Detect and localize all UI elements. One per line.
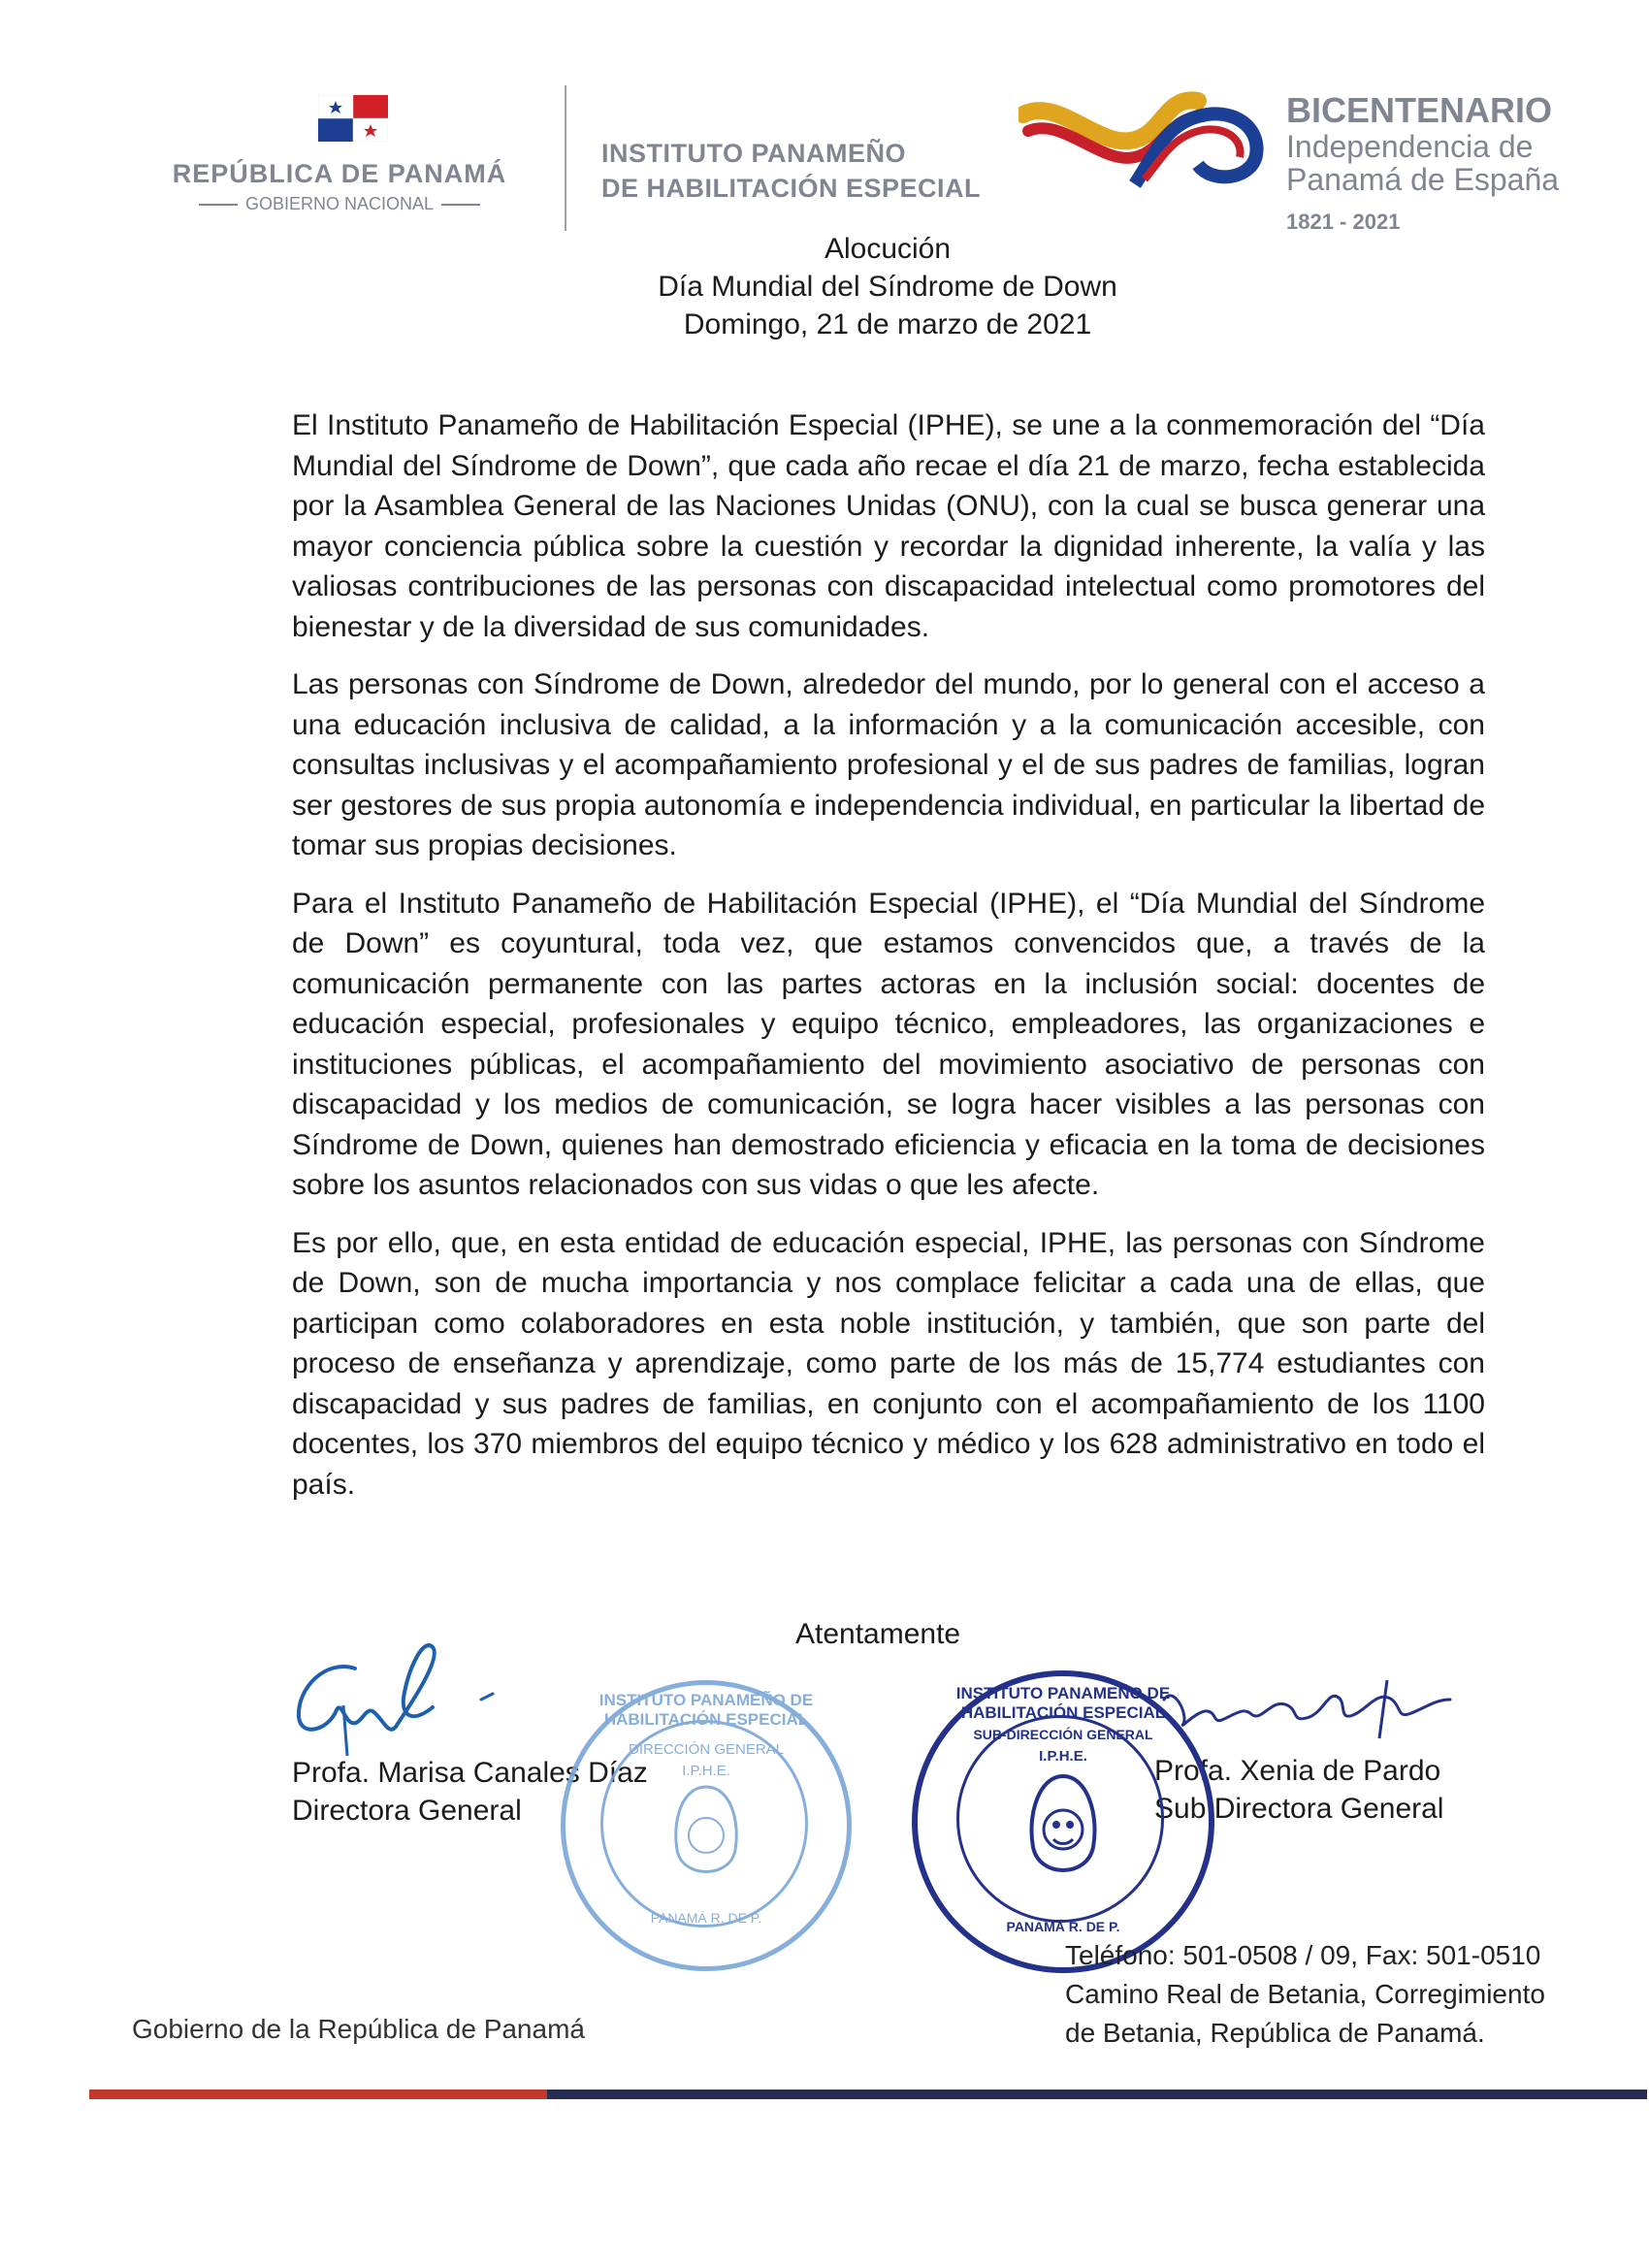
heading-title: Alocución	[824, 233, 952, 265]
paragraph-2: Las personas con Síndrome de Down, alrededor del mundo, por lo general con el acceso a una educación inclusiva de calidad, a la información y a la comunicación accesible, con consultas inclusivas y el acompañamiento profesional y el de sus padres de familias, logran ser gestores de sus propia autonomía e independencia individual, en particular la libertad de tomar sus propias decisiones.	[292, 668, 1485, 861]
heading-event: Día Mundial del Síndrome de Down	[658, 271, 1117, 303]
signature-left-icon	[287, 1639, 520, 1766]
bicentenario-ribbon-icon	[1018, 87, 1271, 194]
signatory-right-name: Profa. Xenia de Pardo	[1154, 1755, 1441, 1787]
footer-government: Gobierno de la República de Panamá	[132, 2014, 585, 2044]
seal-left-bottom-text: PANAMÁ R. DE P.	[650, 1910, 762, 1926]
signatory-right-title: Sub Directora General	[1154, 1793, 1444, 1825]
seal-right-bottom-text: PANAMÁ R. DE P.	[1006, 1919, 1120, 1934]
bicentenario-logo	[1286, 91, 1635, 235]
seal-right-emblem-icon	[1019, 1771, 1107, 1888]
footer-bar-red	[89, 2090, 547, 2099]
footer-bar-navy	[547, 2090, 1647, 2099]
signatory-left-name: Profa. Marisa Canales Díaz	[292, 1757, 648, 1789]
government-subtitle: GOBIERNO NACIONAL	[146, 194, 534, 214]
government-name: REPÚBLICA DE PANAMÁ	[172, 159, 507, 188]
bicentenario-years: 1821 - 2021	[1286, 210, 1401, 234]
seal-left-inner-text: DIRECCIÓN GENERAL	[628, 1741, 785, 1758]
signature-right-icon	[1154, 1670, 1465, 1748]
footer-phone: Teléfono: 501-0508 / 09, Fax: 501-0510	[1065, 1940, 1541, 1970]
heading-date: Domingo, 21 de marzo de 2021	[683, 308, 1092, 340]
bicentenario-line1: Independencia de	[1286, 129, 1534, 164]
government-logo	[146, 95, 534, 221]
seal-left-abbr: I.P.H.E.	[682, 1763, 730, 1779]
paragraph-4: Es por ello, que, en esta entidad de educación especial, IPHE, las personas con Síndrome de Down, son de mucha importancia y nos complace felicitar a cada una de ellas, que participan como colaboradores en esta noble institución, y también, que son parte del proceso de enseñanza y aprendizaje, como parte de los más de 15,774 estudiantes con discapacidad y sus padres de familias, en conjunto con el acompañamiento de los 1100 docentes, los 370 miembros del equipo técnico y médico y los 628 administrativo en todo el país.	[292, 1226, 1485, 1501]
seal-right-ring-text: INSTITUTO PANAMEÑO DE HABILITACIÓN ESPECIAL	[955, 1684, 1171, 1722]
paragraph-3: Para el Instituto Panameño de Habilitación Especial (IPHE), el “Día Mundial del Síndrome de Down” es coyuntural, toda vez, que estamos convencidos que, a través de la comunicación permanente con las partes actoras en la inclusión social: docentes de educación especial, profesionales y equipo técnico, empleadores, las organizaciones e instituciones públicas, el acompañamiento del movimiento asociativo de personas con discapacidad y los medios de comunicación, se logra hacer visibles a las personas con Síndrome de Down, quienes han demostrado eficiencia y eficacia en la toma de decisiones sobre los asuntos relacionados con sus vidas o que les afecte.	[292, 887, 1485, 1201]
footer-address-line2: de Betania, República de Panamá.	[1065, 2018, 1485, 2048]
letter-body	[292, 405, 1485, 1522]
paragraph-1: El Instituto Panameño de Habilitación Especial (IPHE), se une a la conmemoración del “Día Mundial del Síndrome de Down”, que cada año recae el día 21 de marzo, fecha establecida por la Asamblea General de las Naciones Unidas (ONU), con la cual se busca generar una mayor conciencia pública sobre la cuestión y recordar la dignidad inherente, la valía y las valiosas contribuciones de las personas con discapacidad intelectual como promotores del bienestar y de la diversidad de sus comunidades.	[292, 409, 1485, 643]
bicentenario-title: BICENTENARIO	[1286, 90, 1553, 130]
panama-flag-icon	[318, 95, 388, 142]
header-divider	[565, 85, 566, 231]
closing-text: Atentamente	[795, 1618, 961, 1650]
seal-left	[561, 1680, 852, 1971]
footer-address-line1: Camino Real de Betania, Corregimiento	[1065, 1979, 1545, 2009]
seal-right-inner-text: SUB-DIRECCIÓN GENERAL	[973, 1727, 1153, 1742]
footer-contact	[1065, 1936, 1545, 2053]
bicentenario-line2: Panamá de España	[1286, 162, 1560, 197]
seal-left-emblem-icon	[663, 1782, 750, 1889]
seal-left-ring-text: INSTITUTO PANAMEÑO DE HABILITACIÓN ESPECIAL	[598, 1691, 814, 1729]
seal-right	[912, 1670, 1214, 1973]
institute-name: INSTITUTO PANAMEÑO DE HABILITACIÓN ESPECIAL	[601, 139, 982, 203]
signatory-left-title: Directora General	[292, 1795, 522, 1827]
seal-right-abbr: I.P.H.E.	[1039, 1748, 1087, 1765]
